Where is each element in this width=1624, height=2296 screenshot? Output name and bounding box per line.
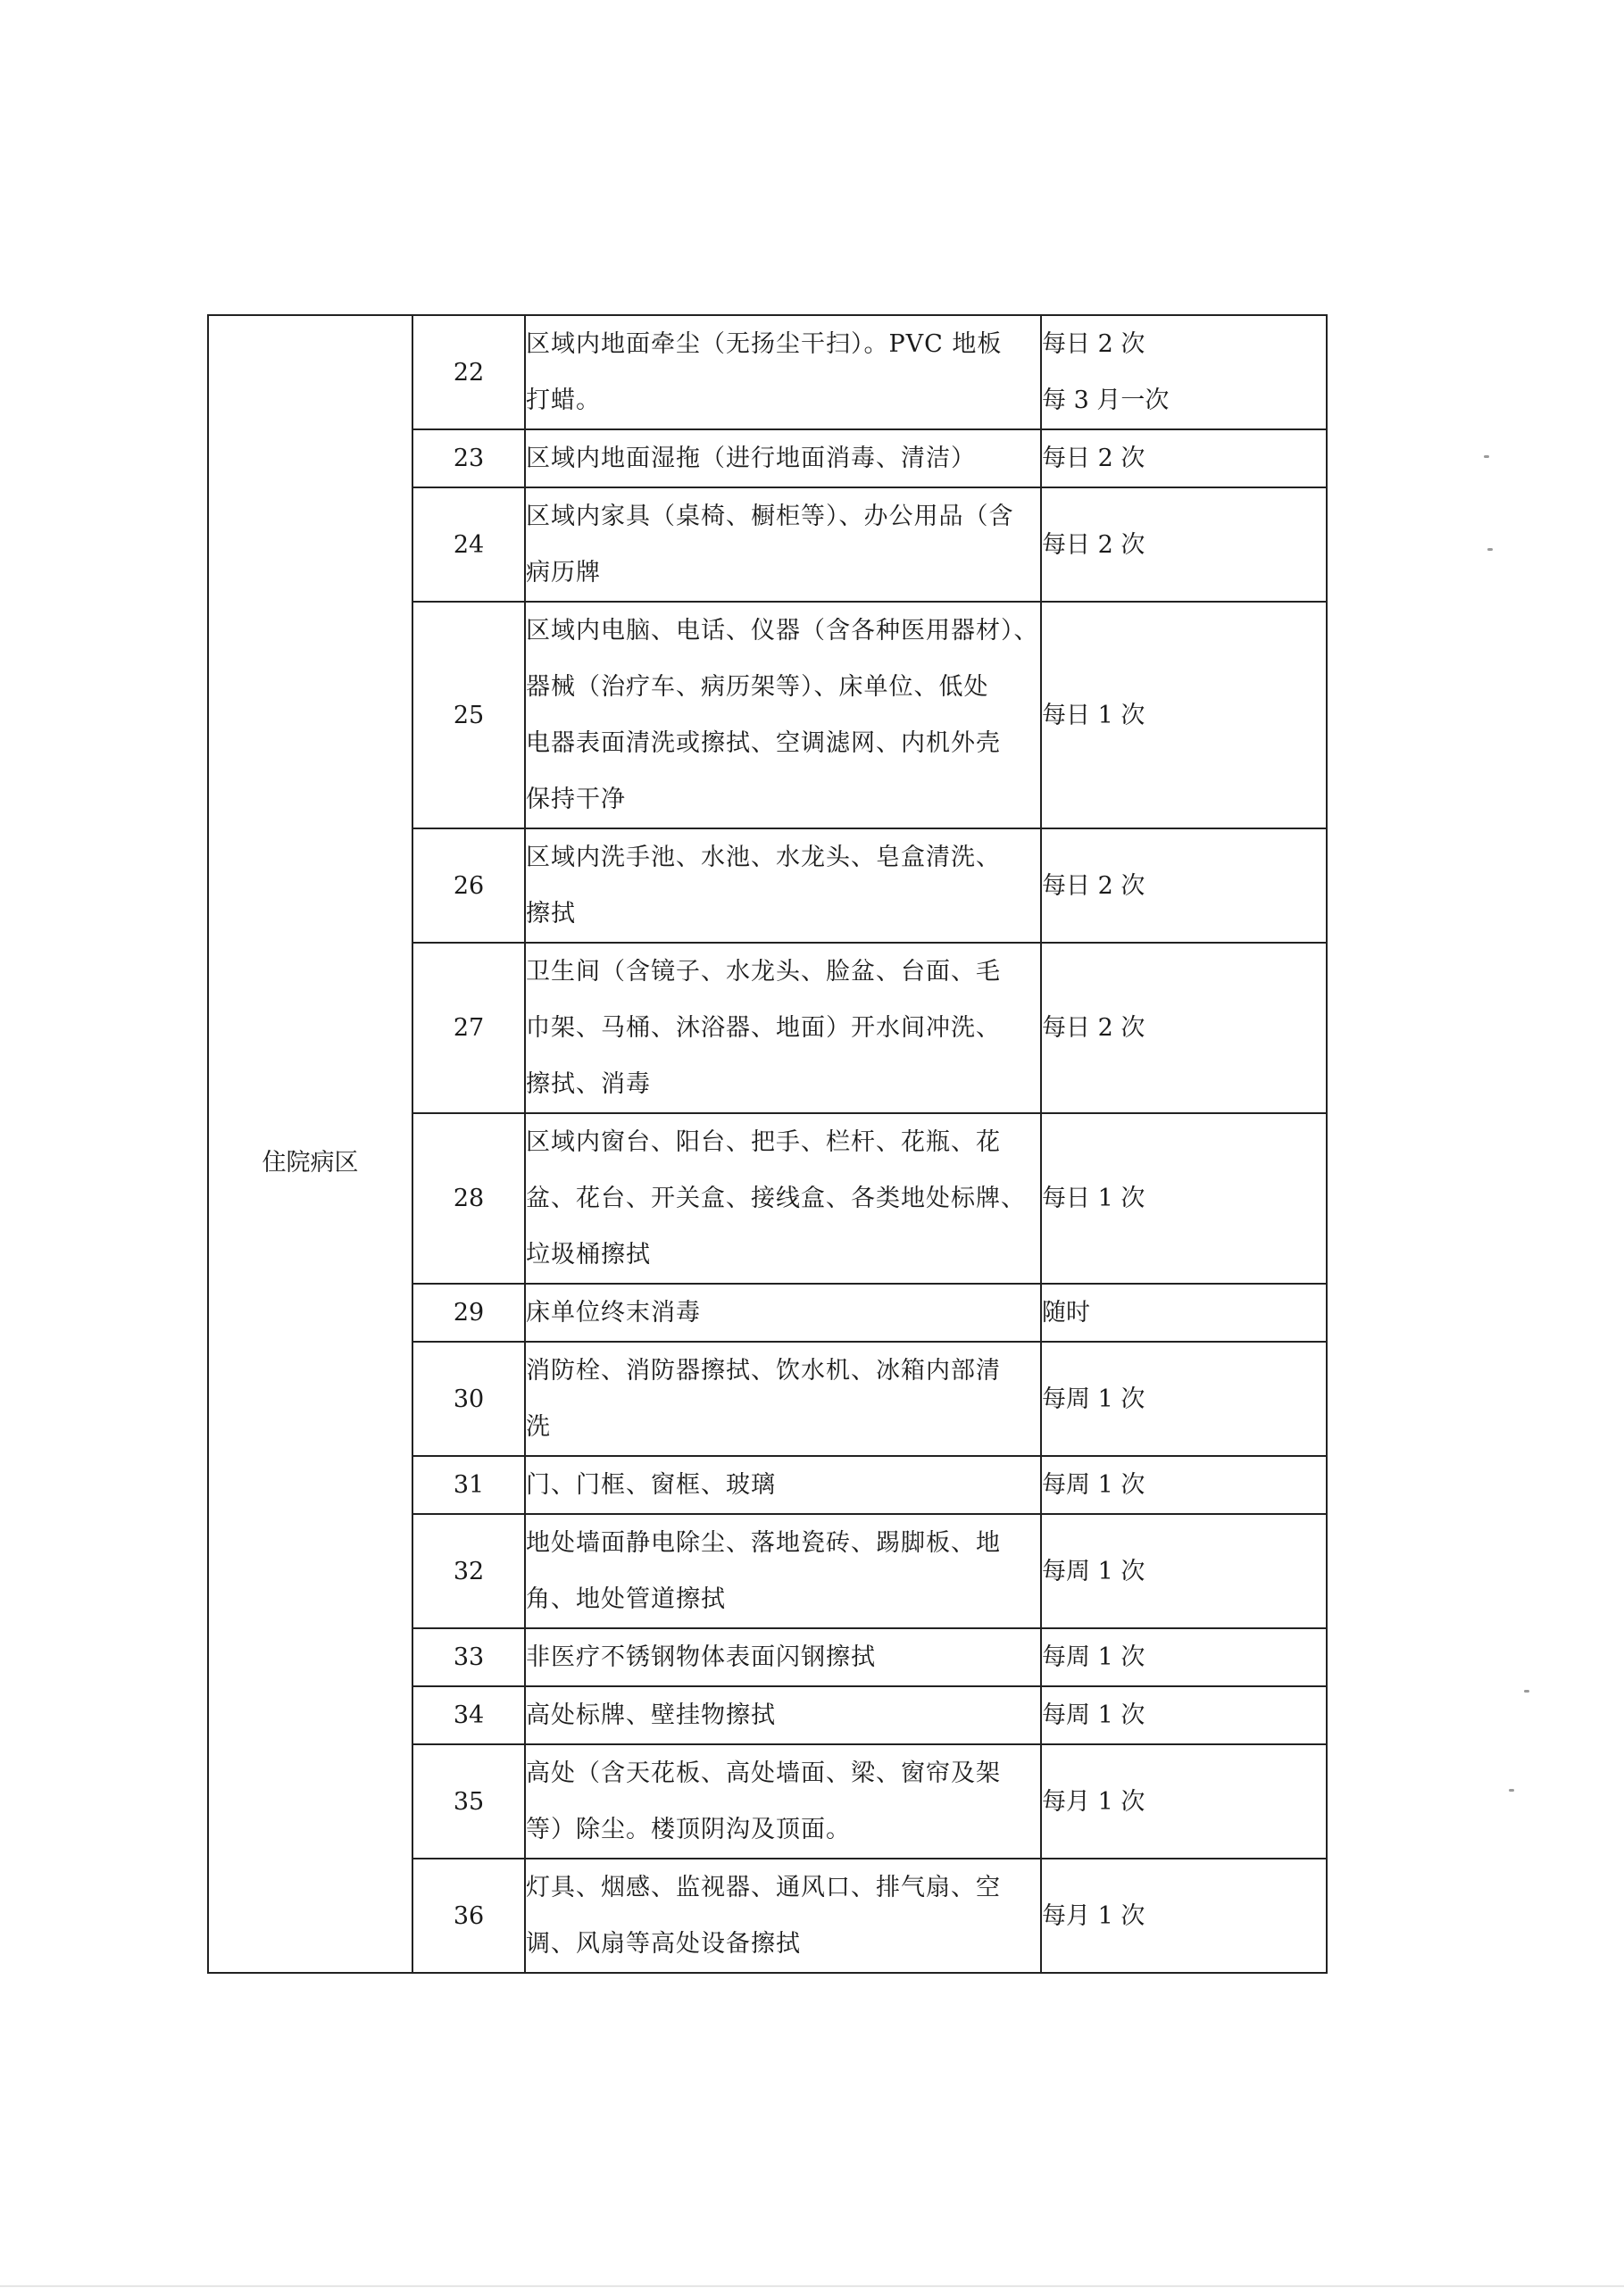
task-cell <box>525 602 1041 828</box>
row-number: 33 <box>412 1628 525 1686</box>
task-cell <box>525 1514 1041 1628</box>
row-number: 28 <box>412 1113 525 1284</box>
task-cell <box>525 1113 1041 1284</box>
task-cell <box>525 1744 1041 1859</box>
frequency-line: 每日 2 次 <box>1042 330 1145 358</box>
frequency-cell <box>1041 602 1327 828</box>
row-number: 29 <box>412 1284 525 1342</box>
row-number: 25 <box>412 602 525 828</box>
task-cell <box>525 1628 1041 1686</box>
scan-speck <box>1484 455 1489 458</box>
frequency-line: 每周 1 次 <box>1042 1643 1145 1671</box>
task-line: 门、门框、窗框、玻璃 <box>526 1471 776 1499</box>
row-number: 36 <box>412 1859 525 1973</box>
frequency-cell <box>1041 1284 1327 1342</box>
task-cell <box>525 1284 1041 1342</box>
task-line: 地处墙面静电除尘、落地瓷砖、踢脚板、地 <box>526 1529 1001 1557</box>
task-line: 区域内电脑、电话、仪器（含各种医用器材）、 <box>526 617 1039 645</box>
frequency-cell <box>1041 487 1327 602</box>
task-cell <box>525 1859 1041 1973</box>
table-row <box>208 315 1327 429</box>
task-line: 非医疗不锈钢物体表面闪钢擦拭 <box>526 1643 876 1671</box>
frequency-cell <box>1041 1859 1327 1973</box>
task-line: 器械（治疗车、病历架等）、床单位、低处 <box>526 673 989 701</box>
row-number: 23 <box>412 429 525 487</box>
frequency-cell <box>1041 429 1327 487</box>
task-line: 角、地处管道擦拭 <box>526 1585 726 1613</box>
task-cell <box>525 1456 1041 1514</box>
frequency-cell <box>1041 1686 1327 1744</box>
row-number: 35 <box>412 1744 525 1859</box>
task-line: 等）除尘。楼顶阴沟及顶面。 <box>526 1816 851 1843</box>
task-cell <box>525 429 1041 487</box>
frequency-cell <box>1041 315 1327 429</box>
task-cell <box>525 828 1041 943</box>
task-line: 盆、花台、开关盒、接线盒、各类地处标牌、 <box>526 1185 1026 1212</box>
scan-speck <box>1487 548 1493 551</box>
frequency-cell <box>1041 943 1327 1113</box>
frequency-cell <box>1041 1628 1327 1686</box>
frequency-line: 每周 1 次 <box>1042 1557 1145 1585</box>
frequency-cell <box>1041 1113 1327 1284</box>
frequency-line: 每月 1 次 <box>1042 1901 1145 1930</box>
frequency-cell <box>1041 1744 1327 1859</box>
task-cell <box>525 315 1041 429</box>
row-number: 27 <box>412 943 525 1113</box>
frequency-line: 每周 1 次 <box>1042 1471 1145 1499</box>
scan-speck <box>1524 1690 1529 1693</box>
task-line: 区域内窗台、阳台、把手、栏杆、花瓶、花 <box>526 1128 1001 1156</box>
task-line: 垃圾桶擦拭 <box>526 1241 651 1269</box>
task-line: 区域内地面牵尘（无扬尘干扫）。PVC 地板 <box>526 330 1003 358</box>
task-cell <box>525 487 1041 602</box>
frequency-line: 每月 1 次 <box>1042 1787 1145 1816</box>
frequency-cell <box>1041 828 1327 943</box>
frequency-line: 每 3 月一次 <box>1042 387 1170 414</box>
task-line: 打蜡。 <box>526 387 601 414</box>
frequency-line: 每日 2 次 <box>1042 530 1145 559</box>
frequency-line: 每日 2 次 <box>1042 445 1145 472</box>
frequency-line: 随时 <box>1042 1299 1090 1327</box>
task-line: 高处标牌、壁挂物擦拭 <box>526 1701 776 1729</box>
row-number: 26 <box>412 828 525 943</box>
task-line: 消防栓、消防器擦拭、饮水机、冰箱内部清 <box>526 1357 1001 1385</box>
frequency-cell <box>1041 1456 1327 1514</box>
scan-edge <box>0 2285 1624 2287</box>
frequency-line: 每周 1 次 <box>1042 1701 1145 1729</box>
task-line: 擦拭 <box>526 900 576 928</box>
frequency-line: 每日 2 次 <box>1042 871 1145 900</box>
row-number: 24 <box>412 487 525 602</box>
frequency-cell <box>1041 1342 1327 1456</box>
task-line: 卫生间（含镜子、水龙头、脸盆、台面、毛 <box>526 958 1001 986</box>
task-line: 巾架、马桶、沐浴器、地面）开水间冲洗、 <box>526 1014 1001 1042</box>
table-body <box>208 315 1327 1973</box>
row-number: 30 <box>412 1342 525 1456</box>
task-line: 区域内地面湿拖（进行地面消毒、清洁） <box>526 445 976 472</box>
task-line: 调、风扇等高处设备擦拭 <box>526 1930 801 1958</box>
row-number: 22 <box>412 315 525 429</box>
area-cell <box>208 315 412 1973</box>
task-line: 病历牌 <box>526 559 601 586</box>
task-line: 区域内家具（桌椅、橱柜等）、办公用品（含 <box>526 503 1014 530</box>
task-line: 床单位终末消毒 <box>526 1299 701 1327</box>
row-number: 32 <box>412 1514 525 1628</box>
task-line: 保持干净 <box>526 786 626 813</box>
scan-speck <box>1509 1789 1514 1792</box>
task-line: 电器表面清洗或擦拭、空调滤网、内机外壳 <box>526 729 1001 757</box>
task-line: 擦拭、消毒 <box>526 1070 651 1098</box>
task-line: 洗 <box>526 1413 551 1441</box>
task-cell <box>525 1686 1041 1744</box>
task-line: 区域内洗手池、水池、水龙头、皂盒清洗、 <box>526 844 1001 871</box>
task-cell <box>525 943 1041 1113</box>
row-number: 34 <box>412 1686 525 1744</box>
row-number: 31 <box>412 1456 525 1514</box>
frequency-line: 每周 1 次 <box>1042 1385 1145 1413</box>
frequency-cell <box>1041 1514 1327 1628</box>
task-cell <box>525 1342 1041 1456</box>
area-label: 住院病区 <box>262 1149 359 1177</box>
frequency-line: 每日 1 次 <box>1042 701 1145 729</box>
task-line: 灯具、烟感、监视器、通风口、排气扇、空 <box>526 1874 1001 1901</box>
task-line: 高处（含天花板、高处墙面、梁、窗帘及架 <box>526 1759 1001 1787</box>
frequency-line: 每日 2 次 <box>1042 1014 1145 1042</box>
cleaning-schedule-table <box>207 314 1328 1974</box>
frequency-line: 每日 1 次 <box>1042 1185 1145 1212</box>
